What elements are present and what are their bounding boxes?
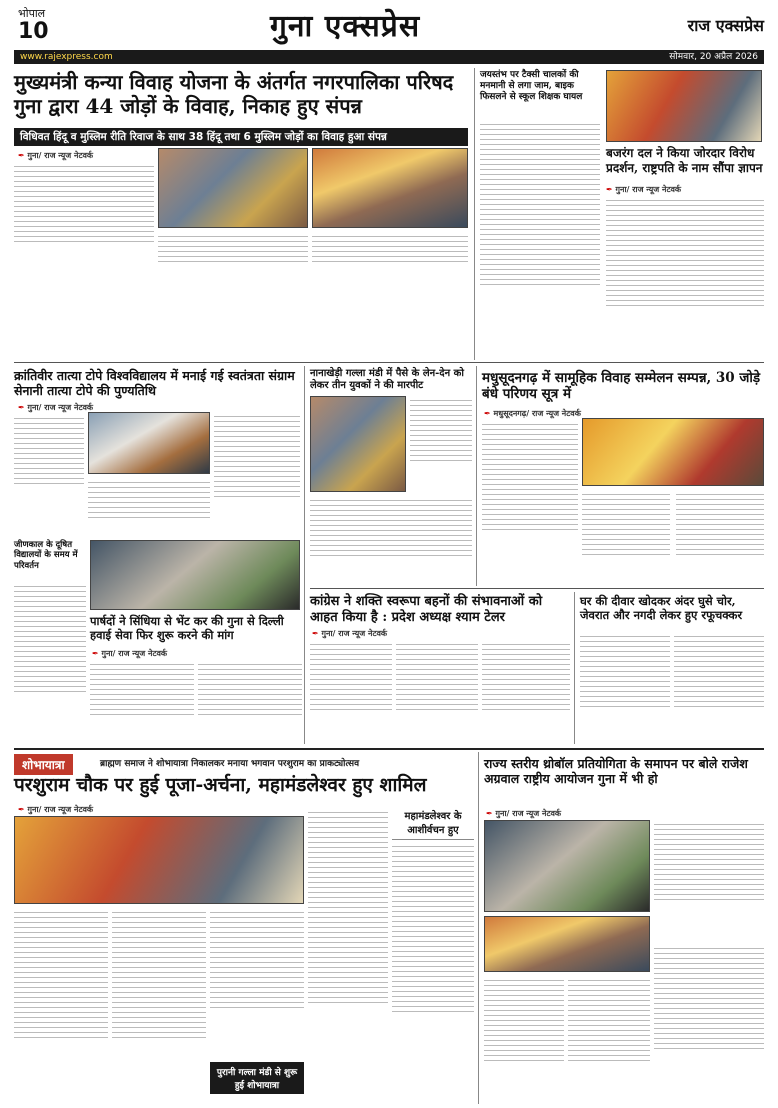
tatya-text-col2 xyxy=(88,478,210,536)
throwball-photo-1 xyxy=(484,820,650,912)
mandi-headline: नानाखेड़ी गल्ला मंडी में पैसे के लेन-देन को लेकर तीन युवकों ने की मारपीट xyxy=(310,368,464,392)
congress-text-col1 xyxy=(310,640,392,742)
vivah-photo xyxy=(582,418,764,486)
issue-date: सोमवार, 20 अप्रैल 2026 xyxy=(669,52,758,62)
tatya-headline: क्रांतिवीर तात्या टोपे विश्वविद्यालय में मनाई गई स्वतंत्रता संग्राम सेनानी तात्या टोपे की पुण्यतिथि xyxy=(14,368,295,399)
vivah-headline: मधुसूदनगढ़ में सामूहिक विवाह सम्मेलन सम्पन्न, 30 जोड़े बंधे परिणय सूत्र में xyxy=(482,370,761,403)
parshuram-byline: ✒ गुना/ राज न्यूज नेटवर्क xyxy=(18,804,93,815)
parshuram-headline: परशुराम चौक पर हुई पूजा-अर्चना, महामंडलेश्वर हुए शामिल xyxy=(14,774,427,796)
lead-text-col3 xyxy=(312,232,468,274)
page-header-left xyxy=(18,6,49,43)
theft-headline: घर की दीवार खोदकर अंदर घुसे चोर, जेवरात और नगदी लेकर हुए रफूचक्कर xyxy=(580,594,743,623)
lead-photo-1 xyxy=(158,148,308,228)
page-number: 10 xyxy=(18,19,49,44)
bajrang-text xyxy=(606,196,764,356)
lead-text-col2 xyxy=(158,232,308,274)
theft-text-col1 xyxy=(580,632,670,742)
parshad-headline: पार्षदों ने सिंधिया से भेंट कर की गुना से दिल्ली हवाई सेवा फिर शुरू करने की मांग xyxy=(90,614,284,643)
bajrang-headline: बजरंग दल ने किया जोरदार विरोध प्रदर्शन, राष्ट्रपति के नाम सौंपा ज्ञापन xyxy=(606,146,763,175)
throwball-text-col3 xyxy=(568,976,650,1102)
lead-subhead: विधिवत हिंदू व मुस्लिम रीति रिवाज के साथ 38 हिंदू तथा 6 मुस्लिम जोड़ों का विवाह हुआ संपन्न xyxy=(14,128,468,146)
throwball-headline: राज्य स्तरीय थ्रोबॉल प्रतियोगिता के समापन पर बोले राजेश अग्रवाल राष्ट्रीय आयोजन गुना में भी हो xyxy=(484,756,748,787)
vivah-text-col3 xyxy=(676,490,764,584)
lead-photo-2 xyxy=(312,148,468,228)
parshad-byline: ✒ गुना/ राज न्यूज नेटवर्क xyxy=(92,648,167,659)
congress-text-col2 xyxy=(396,640,478,742)
schools-text xyxy=(14,582,86,742)
lead-text-col1 xyxy=(14,162,154,274)
parshuram-text-col3 xyxy=(210,908,304,1058)
bajrang-photo xyxy=(606,70,762,142)
parshad-text-col2 xyxy=(198,660,302,742)
lead-byline: ✒ गुना/ राज न्यूज नेटवर्क xyxy=(18,150,93,161)
brand-logo: राज एक्सप्रेस xyxy=(687,16,764,35)
school-headline: जयस्तंभ पर टैक्सी चालकों की मनमानी से लगा जाम, बाइक फिसलने से स्कूल शिक्षक घायल xyxy=(480,70,583,102)
city-label: भोपाल xyxy=(18,7,46,20)
shobha-box-title: पुरानी गल्ला मंडी से शुरू हुई शोभायात्रा xyxy=(210,1062,304,1094)
lead-headline: मुख्यमंत्री कन्या विवाह योजना के अंतर्गत नगरपालिका परिषद गुना द्वारा 44 जोड़ों के विवाह, निकाह हुए संपन्न xyxy=(14,70,454,119)
mandi-text-col1 xyxy=(410,396,472,492)
parshad-text-col1 xyxy=(90,660,194,742)
tatya-photo xyxy=(88,412,210,474)
vivah-byline: ✒ मधुसूदनगढ़/ राज न्यूज नेटवर्क xyxy=(484,408,581,419)
school-text xyxy=(480,120,600,356)
parshuram-photo xyxy=(14,816,304,904)
mandi-photo xyxy=(310,396,406,492)
mandi-text-col2 xyxy=(310,496,472,584)
throwball-text-col2 xyxy=(484,976,564,1102)
bajrang-byline: ✒ गुना/ राज न्यूज नेटवर्क xyxy=(606,184,681,195)
masthead-title: गुना एक्सप्रेस xyxy=(270,9,421,44)
parshuram-text-col4 xyxy=(308,808,388,1102)
throwball-photo-2 xyxy=(484,916,650,972)
parshad-photo xyxy=(90,540,300,610)
tatya-text-col3 xyxy=(214,412,300,536)
throwball-text-col4 xyxy=(654,944,764,1102)
schools-headline: जीणकाल के दूषित विद्यालयों के समय में परिवर्तन xyxy=(14,540,78,571)
tatya-byline: ✒ गुना/ राज न्यूज नेटवर्क xyxy=(18,402,93,413)
tatya-text-col1 xyxy=(14,414,84,514)
mahamandal-box-title: महामंडलेश्वर के आशीर्वचन हुए xyxy=(392,808,474,840)
parshuram-text-col2 xyxy=(112,908,206,1102)
vivah-text-col1 xyxy=(482,420,578,584)
section-label: शोभायात्रा xyxy=(14,754,73,775)
theft-text-col2 xyxy=(674,632,764,742)
throwball-byline: ✒ गुना/ राज न्यूज नेटवर्क xyxy=(486,808,561,819)
congress-byline: ✒ गुना/ राज न्यूज नेटवर्क xyxy=(312,628,387,639)
congress-headline: कांग्रेस ने शक्ति स्वरूपा बहनों की संभावनाओं को आहत किया है : प्रदेश अध्यक्ष श्याम टेलर xyxy=(310,594,543,625)
mahamandal-text xyxy=(392,842,474,1102)
website-link[interactable]: www.rajexpress.com xyxy=(20,52,113,62)
top-bar xyxy=(14,50,764,64)
section-kicker: ब्राह्मण समाज ने शोभायात्रा निकालकर मनाया भगवान परशुराम का प्राकट्योत्सव xyxy=(100,759,360,769)
throwball-text-col1 xyxy=(654,820,764,940)
congress-text-col3 xyxy=(482,640,570,742)
parshuram-text-col1 xyxy=(14,908,108,1102)
vivah-text-col2 xyxy=(582,490,670,584)
